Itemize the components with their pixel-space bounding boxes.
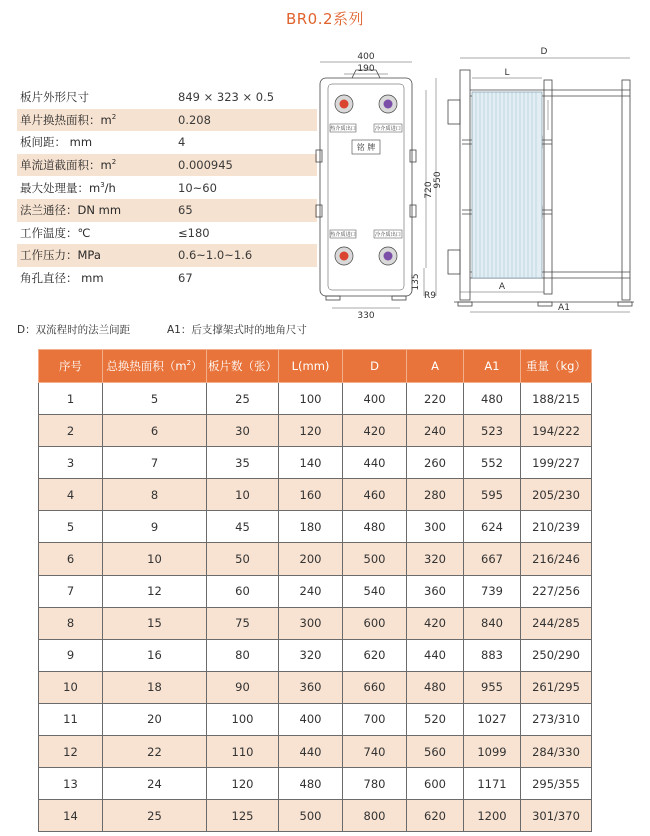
column-header: 重量（kg） xyxy=(521,350,592,383)
dim-A1: A1 xyxy=(558,303,570,313)
table-cell: 620 xyxy=(407,800,464,832)
table-cell: 7 xyxy=(39,575,103,607)
spec-value: 10~60 xyxy=(178,180,217,195)
table-cell: 80 xyxy=(207,639,279,671)
table-cell: 552 xyxy=(464,447,521,479)
table-cell: 440 xyxy=(343,447,407,479)
table-row xyxy=(39,671,592,703)
spec-label: 工作温度：℃ xyxy=(20,225,91,240)
spec-value: 4 xyxy=(178,135,186,150)
table-cell: 700 xyxy=(343,703,407,735)
spec-row xyxy=(17,199,317,222)
dim-base-width: 330 xyxy=(357,311,375,320)
port-label: 热介质进口 xyxy=(330,232,356,238)
dim-width: 400 xyxy=(357,52,375,62)
port-label: 热介质出口 xyxy=(330,126,356,132)
spec-row xyxy=(17,109,317,132)
table-cell: 25 xyxy=(207,383,279,415)
table-cell: 244/285 xyxy=(521,607,592,639)
table-cell: 120 xyxy=(279,415,343,447)
table-cell: 1171 xyxy=(464,768,521,800)
table-cell: 840 xyxy=(464,607,521,639)
table-cell: 595 xyxy=(464,479,521,511)
column-header: L(mm) xyxy=(279,350,343,383)
table-cell: 460 xyxy=(343,479,407,511)
heat-exchanger-drawing xyxy=(312,40,644,320)
spec-value: 67 xyxy=(178,271,193,286)
table-cell: 300 xyxy=(407,511,464,543)
spec-row xyxy=(17,176,317,199)
table-cell: 100 xyxy=(279,383,343,415)
table-row xyxy=(39,543,592,575)
table-cell: 16 xyxy=(103,639,207,671)
dim-A: A xyxy=(498,282,506,292)
port-bottom-left xyxy=(335,247,353,265)
table-cell: 10 xyxy=(207,479,279,511)
table-cell: 420 xyxy=(407,607,464,639)
table-cell: 280 xyxy=(407,479,464,511)
table-cell: 500 xyxy=(343,543,407,575)
spec-value: ≤180 xyxy=(178,225,210,240)
table-cell: 667 xyxy=(464,543,521,575)
table-row xyxy=(39,511,592,543)
table-row xyxy=(39,703,592,735)
table-cell: 295/355 xyxy=(521,768,592,800)
table-cell: 620 xyxy=(343,639,407,671)
table-cell: 8 xyxy=(39,607,103,639)
spec-value: 65 xyxy=(178,203,193,218)
table-row xyxy=(39,479,592,511)
column-header: 板片数（张） xyxy=(207,350,279,383)
table-cell: 320 xyxy=(279,639,343,671)
table-cell: 125 xyxy=(207,800,279,832)
dim-bottom-offset: 135 xyxy=(411,273,421,291)
table-cell: 24 xyxy=(103,768,207,800)
table-cell: 194/222 xyxy=(521,415,592,447)
table-cell: 20 xyxy=(103,703,207,735)
table-cell: 210/239 xyxy=(521,511,592,543)
spec-row xyxy=(17,86,317,109)
dim-port-vertical: 720 xyxy=(424,181,434,199)
table-cell: 400 xyxy=(343,383,407,415)
column-header: D xyxy=(343,350,407,383)
spec-row xyxy=(17,267,317,290)
spec-row xyxy=(17,244,317,267)
table-cell: 240 xyxy=(407,415,464,447)
table-cell: 13 xyxy=(39,768,103,800)
table-cell: 1200 xyxy=(464,800,521,832)
table-cell: 10 xyxy=(39,671,103,703)
table-cell: 160 xyxy=(279,479,343,511)
table-cell: 110 xyxy=(207,736,279,768)
table-cell: 261/295 xyxy=(521,671,592,703)
spec-value: 0.6~1.0~1.6 xyxy=(178,248,253,263)
table-cell: 8 xyxy=(103,479,207,511)
table-cell: 480 xyxy=(279,768,343,800)
table-cell: 739 xyxy=(464,575,521,607)
table-cell: 216/246 xyxy=(521,543,592,575)
table-cell: 9 xyxy=(39,639,103,671)
spec-row xyxy=(17,154,317,177)
table-cell: 955 xyxy=(464,671,521,703)
table-cell: 540 xyxy=(343,575,407,607)
spec-label: 板片外形尺寸 xyxy=(20,90,89,105)
table-cell: 500 xyxy=(279,800,343,832)
table-cell: 284/330 xyxy=(521,736,592,768)
table-cell: 301/370 xyxy=(521,800,592,832)
table-cell: 205/230 xyxy=(521,479,592,511)
table-cell: 227/256 xyxy=(521,575,592,607)
table-cell: 360 xyxy=(407,575,464,607)
table-cell: 199/227 xyxy=(521,447,592,479)
table-cell: 4 xyxy=(39,479,103,511)
table-cell: 740 xyxy=(343,736,407,768)
column-header: A xyxy=(407,350,464,383)
plate-front-view xyxy=(316,70,416,300)
table-row xyxy=(39,383,592,415)
spec-label: 单片换热面积：$m^2$ xyxy=(20,112,117,127)
spec-label: 法兰通径：DN mm xyxy=(20,203,122,218)
table-cell: 14 xyxy=(39,800,103,832)
spec-value: 849 × 323 × 0.5 xyxy=(178,90,275,105)
table-row xyxy=(39,768,592,800)
table-cell: 15 xyxy=(103,607,207,639)
nameplate-label: 铭 牌 xyxy=(356,143,376,152)
table-cell: 6 xyxy=(39,543,103,575)
table-cell: 100 xyxy=(207,703,279,735)
table-cell: 320 xyxy=(407,543,464,575)
dim-height: 950 xyxy=(433,171,443,189)
table-cell: 45 xyxy=(207,511,279,543)
table-cell: 22 xyxy=(103,736,207,768)
table-row xyxy=(39,575,592,607)
spec-label: 单流道截面积：$m^2$ xyxy=(20,158,117,173)
spec-label: 工作压力：MPa xyxy=(20,248,101,263)
table-cell: 480 xyxy=(343,511,407,543)
table-cell: 240 xyxy=(279,575,343,607)
table-cell: 6 xyxy=(103,415,207,447)
table-cell: 420 xyxy=(343,415,407,447)
table-cell: 660 xyxy=(343,671,407,703)
table-cell: 12 xyxy=(103,575,207,607)
spec-list xyxy=(17,86,317,289)
dim-radius: R9 xyxy=(424,291,436,301)
dim-port-spacing: 190 xyxy=(357,64,375,74)
table-cell: 50 xyxy=(207,543,279,575)
table-row xyxy=(39,447,592,479)
spec-label: 板间距： mm xyxy=(20,135,93,150)
table-cell: 523 xyxy=(464,415,521,447)
table-cell: 600 xyxy=(407,768,464,800)
table-cell: 624 xyxy=(464,511,521,543)
table-cell: 3 xyxy=(39,447,103,479)
spec-label: 角孔直径： mm xyxy=(20,271,104,286)
port-top-left xyxy=(335,95,353,113)
table-row xyxy=(39,800,592,832)
note-D: D：双流程时的法兰间距 xyxy=(17,324,131,336)
table-cell: 75 xyxy=(207,607,279,639)
table-cell: 440 xyxy=(279,736,343,768)
table-cell: 480 xyxy=(464,383,521,415)
note-A1: A1：后支撑架式时的地角尺寸 xyxy=(167,324,307,336)
table-cell: 140 xyxy=(279,447,343,479)
column-header: 总换热面积$(m^2)$ xyxy=(103,350,207,383)
port-label: 冷介质出口 xyxy=(375,232,401,238)
table-cell: 480 xyxy=(407,671,464,703)
table-row xyxy=(39,607,592,639)
model-table xyxy=(38,349,592,832)
table-cell: 1027 xyxy=(464,703,521,735)
table-cell: 220 xyxy=(407,383,464,415)
table-cell: 90 xyxy=(207,671,279,703)
table-cell: 883 xyxy=(464,639,521,671)
port-label: 冷介质进口 xyxy=(375,126,401,132)
table-cell: 9 xyxy=(103,511,207,543)
port-top-right xyxy=(379,95,397,113)
table-cell: 1099 xyxy=(464,736,521,768)
table-cell: 188/215 xyxy=(521,383,592,415)
table-cell: 300 xyxy=(279,607,343,639)
table-cell: 10 xyxy=(103,543,207,575)
table-cell: 35 xyxy=(207,447,279,479)
dim-D: D xyxy=(540,47,548,57)
table-cell: 30 xyxy=(207,415,279,447)
table-cell: 600 xyxy=(343,607,407,639)
table-row xyxy=(39,736,592,768)
table-cell: 260 xyxy=(407,447,464,479)
spec-label: 最大处理量：$m^3/h$ xyxy=(20,180,116,195)
page-title: BR0.2系列 xyxy=(285,10,365,28)
table-cell: 1 xyxy=(39,383,103,415)
table-cell: 780 xyxy=(343,768,407,800)
table-cell: 60 xyxy=(207,575,279,607)
table-cell: 12 xyxy=(39,736,103,768)
table-row xyxy=(39,415,592,447)
dim-L: L xyxy=(504,68,510,78)
table-cell: 560 xyxy=(407,736,464,768)
table-cell: 120 xyxy=(207,768,279,800)
spec-row xyxy=(17,131,317,154)
column-header: A1 xyxy=(464,350,521,383)
table-cell: 7 xyxy=(103,447,207,479)
table-cell: 360 xyxy=(279,671,343,703)
table-cell: 2 xyxy=(39,415,103,447)
table-cell: 200 xyxy=(279,543,343,575)
table-cell: 520 xyxy=(407,703,464,735)
table-cell: 5 xyxy=(39,511,103,543)
table-row xyxy=(39,639,592,671)
table-cell: 400 xyxy=(279,703,343,735)
plate-pack xyxy=(472,92,542,278)
table-cell: 440 xyxy=(407,639,464,671)
spec-row xyxy=(17,222,317,245)
spec-value: 0.000945 xyxy=(178,158,233,173)
table-cell: 273/310 xyxy=(521,703,592,735)
table-cell: 5 xyxy=(103,383,207,415)
table-header-row xyxy=(39,350,592,383)
table-cell: 800 xyxy=(343,800,407,832)
port-bottom-right xyxy=(379,247,397,265)
table-cell: 11 xyxy=(39,703,103,735)
spec-value: 0.208 xyxy=(178,112,211,127)
column-header: 序号 xyxy=(39,350,103,383)
table-cell: 180 xyxy=(279,511,343,543)
table-cell: 25 xyxy=(103,800,207,832)
table-cell: 18 xyxy=(103,671,207,703)
table-cell: 250/290 xyxy=(521,639,592,671)
